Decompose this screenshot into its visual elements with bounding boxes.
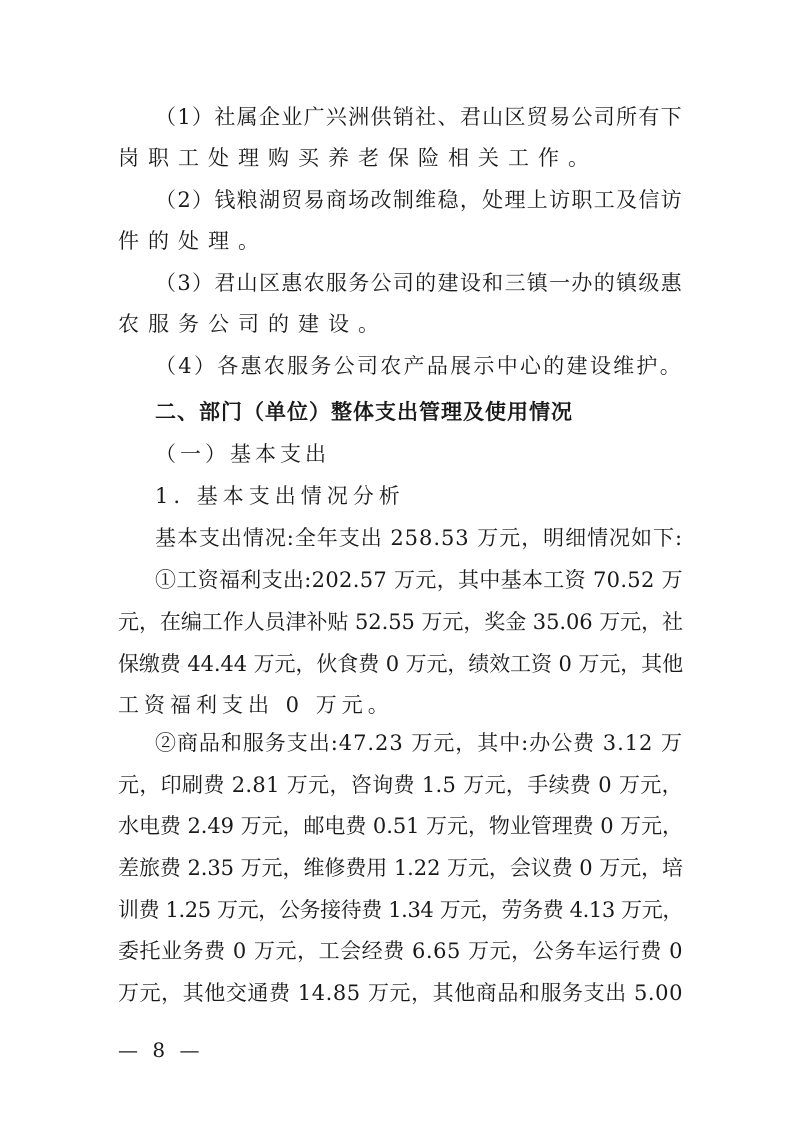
paragraph-line: 委托业务费 0 万元，工会经费 6.65 万元，公务车运行费 0 (118, 939, 683, 963)
paragraph-line: 训费 1.25 万元，公务接待费 1.34 万元，劳务费 4.13 万元， (118, 898, 683, 922)
paragraph-line: 元，印刷费 2.81 万元，咨询费 1.5 万元，手续费 0 万元， (118, 773, 683, 797)
paragraph-line: 元，在编工作人员津补贴 52.55 万元，奖金 35.06 万元，社 (118, 610, 683, 634)
subsection-heading: 1. 基本支出情况分析 (155, 484, 405, 508)
paragraph-line: 件的处理。 (118, 229, 268, 253)
paragraph-line: （3）君山区惠农服务公司的建设和三镇一办的镇级惠 (155, 271, 683, 295)
paragraph-line: 工资福利支出 0 万元。 (118, 693, 394, 717)
paragraph-line: 差旅费 2.35 万元，维修费用 1.22 万元，会议费 0 万元，培 (118, 856, 683, 880)
paragraph-line: ①工资福利支出:202.57 万元，其中基本工资 70.52 万 (155, 568, 683, 592)
paragraph-line: （2）钱粮湖贸易商场改制维稳，处理上访职工及信访 (155, 188, 683, 212)
paragraph-line: ②商品和服务支出:47.23 万元，其中:办公费 3.12 万 (155, 731, 683, 755)
paragraph-line: 基本支出情况:全年支出 258.53 万元，明细情况如下: (155, 526, 683, 550)
paragraph-line: （4）各惠农服务公司农产品展示中心的建设维护。 (155, 354, 683, 378)
paragraph-line: 保缴费 44.44 万元，伙食费 0 万元，绩效工资 0 万元，其他 (118, 652, 683, 676)
subsection-heading: （一）基本支出 (155, 442, 330, 466)
paragraph-line: （1）社属企业广兴洲供销社、君山区贸易公司所有下 (155, 105, 683, 129)
paragraph-line: 万元，其他交通费 14.85 万元，其他商品和服务支出 5.00 (118, 981, 683, 1005)
page-number: — 8 — (118, 1038, 204, 1062)
paragraph-line: 农服务公司的建设。 (118, 312, 388, 336)
paragraph-line: 水电费 2.49 万元，邮电费 0.51 万元，物业管理费 0 万元， (118, 814, 683, 838)
paragraph-line: 岗职工处理购买养老保险相关工作。 (118, 146, 598, 170)
section-heading: 二、部门（单位）整体支出管理及使用情况 (155, 400, 573, 424)
